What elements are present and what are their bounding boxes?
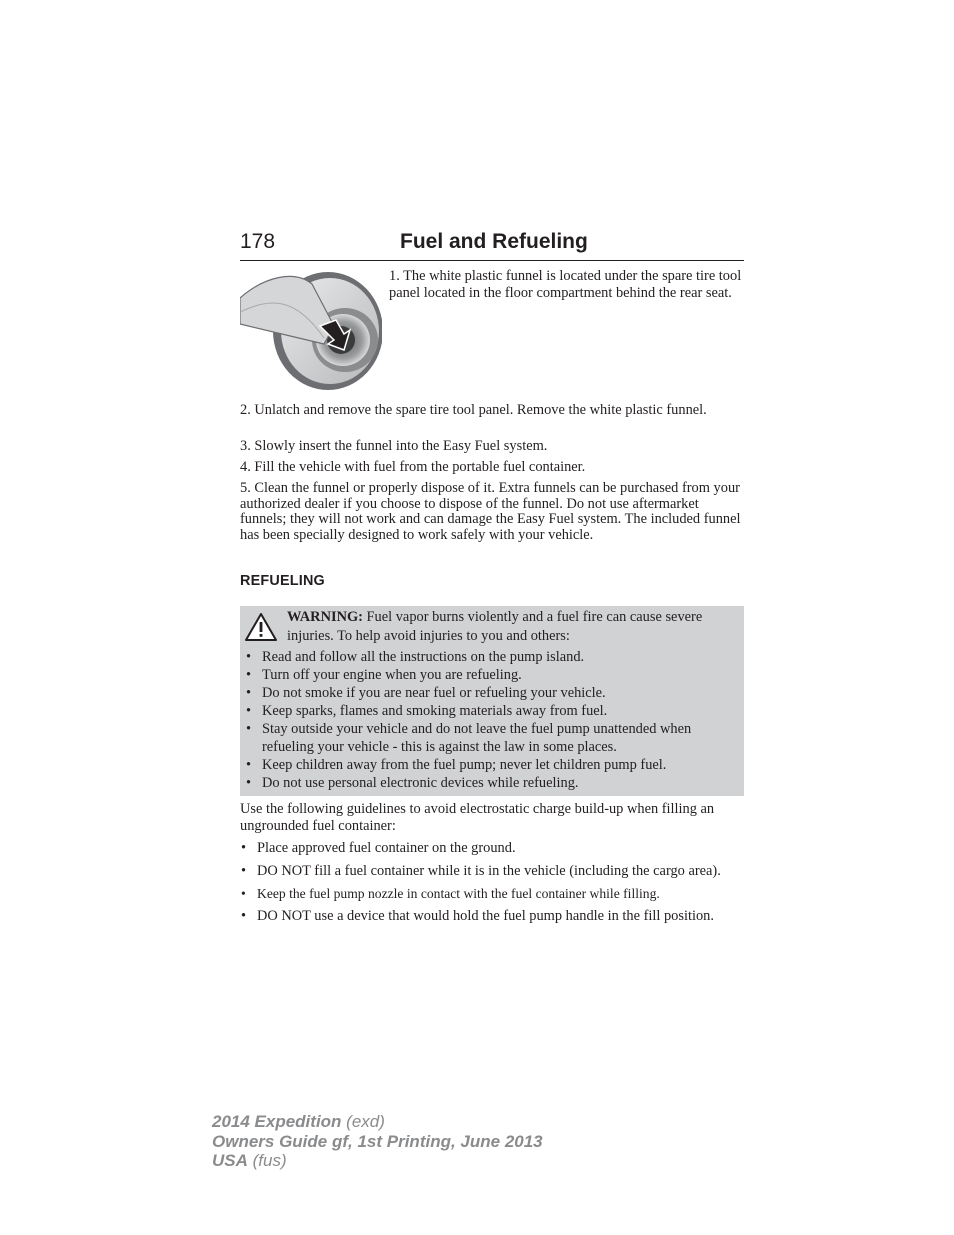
footer-market: USA <box>212 1151 248 1170</box>
guidelines-list <box>240 840 744 924</box>
footer-guide: Owners Guide gf, 1st Printing, June 2013 <box>212 1131 543 1151</box>
footer-model-line <box>212 1112 543 1132</box>
footer-guide-line <box>212 1132 543 1152</box>
warning-item: • Read and follow all the instructions on the pump island. <box>240 648 740 666</box>
footer-model-code: (exd) <box>341 1112 385 1131</box>
step-4-text: 4. Fill the vehicle with fuel from the portable fuel container. <box>240 459 586 475</box>
warning-list <box>240 648 740 792</box>
warning-item: • Keep sparks, flames and smoking materials away from fuel. <box>240 702 740 720</box>
section-title: Fuel and Refueling <box>400 230 588 253</box>
guideline-item: • DO NOT fill a fuel container while it is in the vehicle (including the cargo area). <box>240 863 744 879</box>
warning-item: • Stay outside your vehicle and do not leave the fuel pump unattended when refueling your vehicle - this is against the law in some places. <box>240 720 740 756</box>
page-header <box>240 229 744 261</box>
warning-item: • Do not use personal electronic devices while refueling. <box>240 774 740 792</box>
step-1-text: 1. The white plastic funnel is located under the spare tire tool panel located in the floor compartment behind the rear seat. <box>389 268 742 301</box>
page-number: 178 <box>240 230 276 253</box>
warning-item: • Do not smoke if you are near fuel or refueling your vehicle. <box>240 684 740 702</box>
warning-box <box>240 606 744 796</box>
step-3-text: 3. Slowly insert the funnel into the Easy Fuel system. <box>240 438 548 454</box>
warning-lead-text <box>287 608 737 646</box>
footer-market-line <box>212 1151 543 1171</box>
refueling-heading: REFUELING <box>240 573 325 589</box>
warning-item: • Turn off your engine when you are refueling. <box>240 666 740 684</box>
footer-model: 2014 Expedition <box>212 1112 342 1131</box>
guideline-item: • Keep the fuel pump nozzle in contact with the fuel container while filling. <box>240 886 744 902</box>
guideline-item: • DO NOT use a device that would hold the fuel pump handle in the fill position. <box>240 908 744 924</box>
warning-item: • Keep children away from the fuel pump; never let children pump fuel. <box>240 756 740 774</box>
step-5-text: 5. Clean the funnel or properly dispose of it. Extra funnels can be purchased from your authorized dealer if you choose to dispose of the funnel. Do not use aftermarket funnels; they will not work and can damage the Easy Fuel system. The included funnel has been specially designed to work safely with your vehicle. <box>240 480 741 544</box>
guidelines-intro: Use the following guidelines to avoid electrostatic charge build-up when filling an ungrounded fuel container: <box>240 801 715 834</box>
guideline-item: • Place approved fuel container on the ground. <box>240 840 744 856</box>
warning-label: WARNING: <box>287 609 363 625</box>
document-footer <box>212 1112 543 1171</box>
step-2-text: 2. Unlatch and remove the spare tire tool panel. Remove the white plastic funnel. <box>240 402 707 418</box>
footer-market-code: (fus) <box>247 1151 287 1170</box>
warning-triangle-icon <box>244 612 278 642</box>
warning-text: Fuel vapor burns violently and a fuel fire can cause severe injuries. To help avoid injuries to you and others: <box>287 609 703 644</box>
easy-fuel-funnel-illustration-icon <box>240 268 382 392</box>
